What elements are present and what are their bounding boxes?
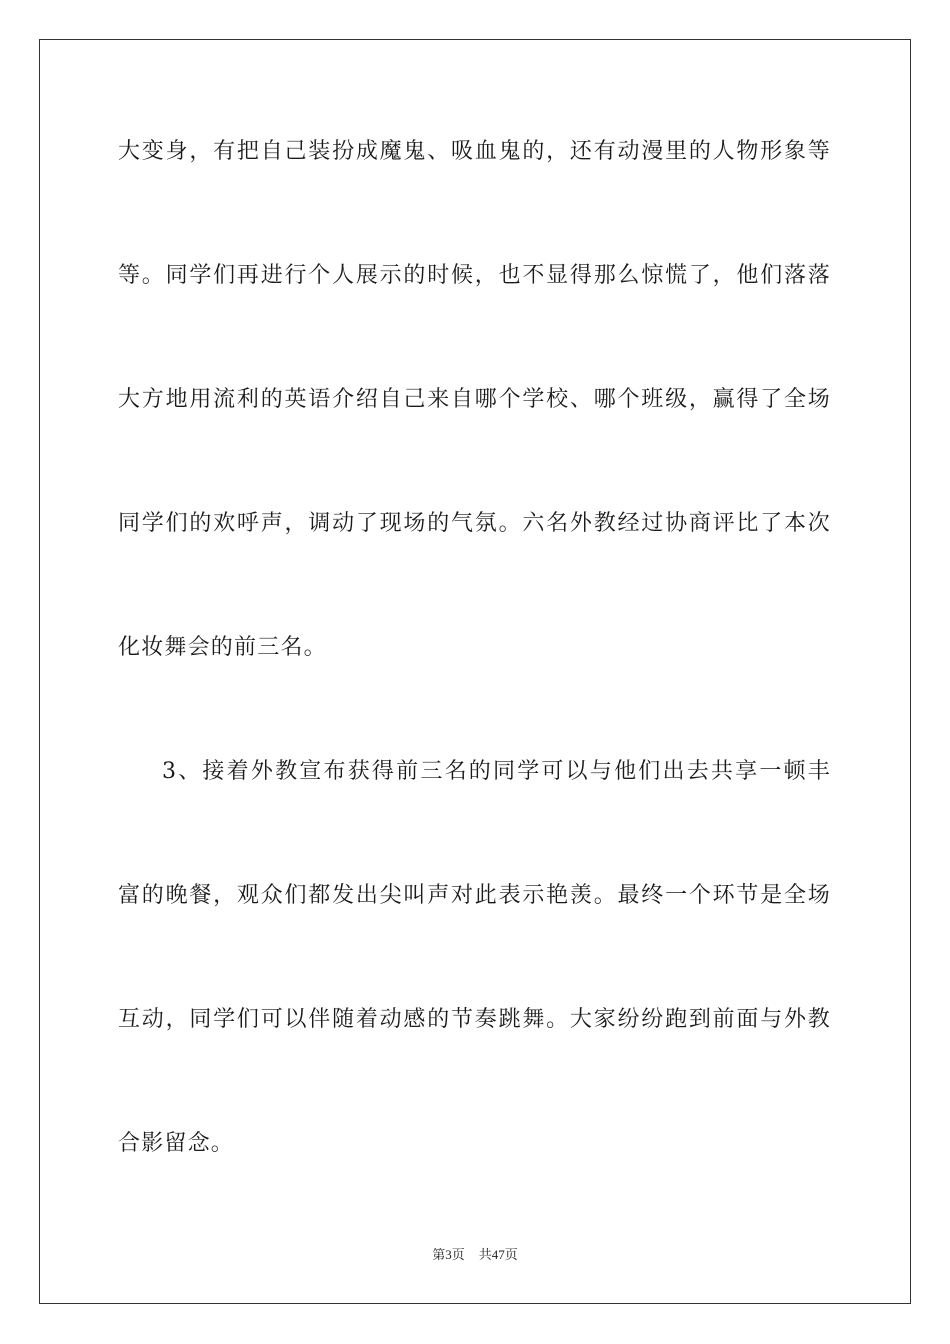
paragraph-line: 大变身，有把自己装扮成魔鬼、吸血鬼的，还有动漫里的人物形象等 (118, 139, 831, 164)
page-total: 共47页 (478, 1247, 518, 1262)
page-border (39, 39, 911, 1304)
paragraph-line: 富的晚餐，观众们都发出尖叫声对此表示艳羡。最终一个环节是全场 (118, 883, 831, 908)
paragraph-line: 合影留念。 (118, 1131, 235, 1156)
paragraph-line: 同学们的欢呼声，调动了现场的气氛。六名外教经过协商评比了本次 (118, 511, 831, 536)
page-footer (0, 1247, 950, 1263)
paragraph-line: 3、接着外教宣布获得前三名的同学可以与他们出去共享一顿丰 (162, 759, 831, 784)
paragraph-line: 等。同学们再进行个人展示的时候，也不显得那么惊慌了，他们落落 (118, 263, 831, 288)
paragraph-line: 大方地用流利的英语介绍自己来自哪个学校、哪个班级，赢得了全场 (118, 387, 831, 412)
paragraph-line: 互动，同学们可以伴随着动感的节奏跳舞。大家纷纷跑到前面与外教 (118, 1007, 831, 1032)
page-number: 第3页 (432, 1247, 465, 1262)
paragraph-line: 化妆舞会的前三名。 (118, 635, 327, 660)
